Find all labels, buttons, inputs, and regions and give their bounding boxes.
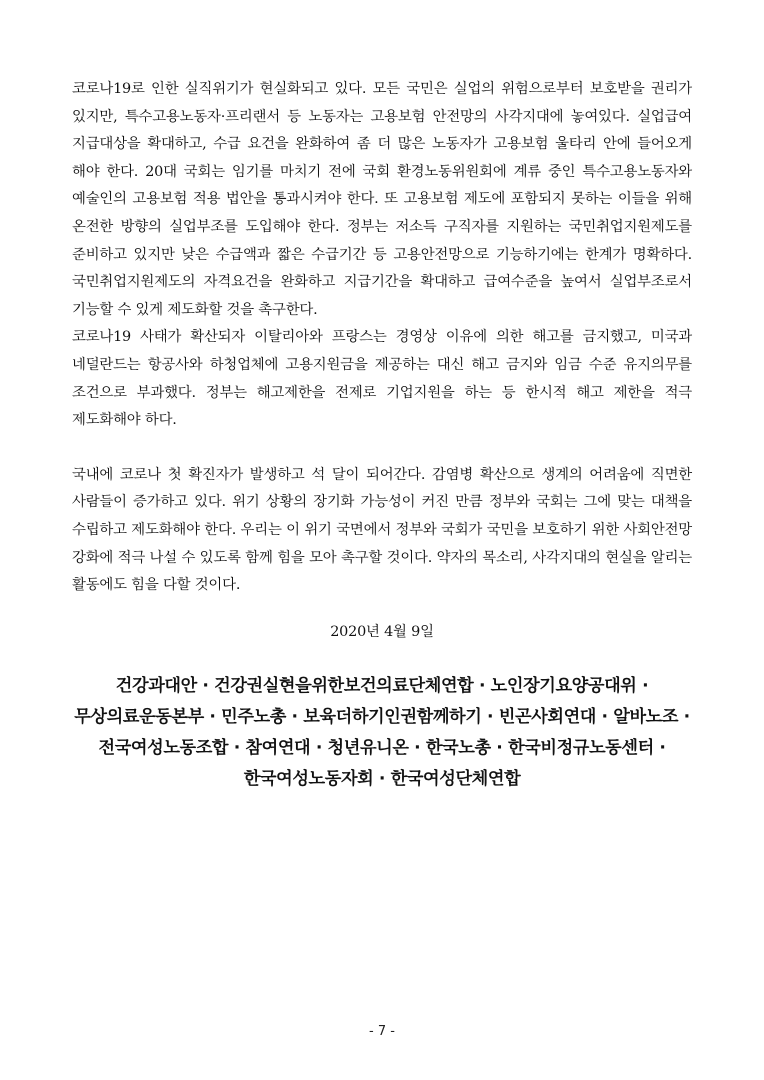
paragraph-dismissal-restriction: 코로나19 사태가 확산되자 이탈리아와 프랑스는 경영상 이유에 의한 해고를 금지했고, 미국과 네덜란드는 항공사와 하청업체에 고용지원금을 제공하는 대신 해고 금지와 임금 수준 유지의무를 조건으로 부과했다. 정부는 해고제한을 전제로 기업지원을 하는 등 한시적 해고 제한을 적극 제도화해야 하다.	[72, 329, 692, 429]
paragraph-closing-statement: 국내에 코로나 첫 확진자가 발생하고 석 달이 되어간다. 감염병 확산으로 생계의 어려움에 직면한 사람들이 증가하고 있다. 위기 상황의 장기화 가능성이 커진 만큼 정부와 국회는 그에 맞는 대책을 수립하고 제도화해야 한다. 우리는 이 위기 국면에서 정부와 국회가 국민을 보호하기 위한 사회안전망 강화에 적극 나설 수 있도록 함께 힘을 모아 촉구할 것이다. 약자의 목소리, 사각지대의 현실을 알리는 활동에도 힘을 다할 것이다.	[72, 466, 692, 594]
document-body	[72, 76, 692, 795]
statement-date: 2020년 4월 9일	[330, 623, 434, 640]
signatory-organizations: 건강과대안 · 건강권실현을위한보건의료단체연합 · 노인장기요양공대위 · 무상의료운동본부 · 민주노총 · 보육더하기인권함께하기 · 빈곤사회연대 · 알바노조 · 전국여성노동조합 · 참여연대 · 청년유니온 · 한국노총 · 한국비정규노동센터 · 한국여성노동자회 · 한국여성단체연합	[74, 675, 690, 789]
paragraph-spacer	[72, 435, 692, 462]
paragraph-unemployment-insurance: 코로나19로 인한 실직위기가 현실화되고 있다. 모든 국민은 실업의 위험으로부터 보호받을 권리가 있지만, 특수고용노동자·프리랜서 등 노동자는 고용보험 안전망의 사각지대에 놓여있다. 실업급여 지급대상을 확대하고, 수급 요건을 완화하여 좀 더 많은 노동자가 고용보험 울타리 안에 들어오게 해야 한다. 20대 국회는 임기를 마치기 전에 국회 환경노동위원회에 계류 중인 특수고용노동자와 예술인의 고용보험 적용 법안을 통과시켜야 한다. 또 고용보험 제도에 포함되지 못하는 이들을 위해 온전한 방향의 실업부조를 도입해야 한다. 정부는 저소득 구직자를 지원하는 국민취업지원제도를 준비하고 있지만 낮은 수급액과 짧은 수급기간 등 고용안전망으로 기능하기에는 한계가 명확하다. 국민취업지원제도의 자격요건을 완화하고 지급기간을 확대하고 급여수준을 높여서 실업부조로서 기능할 수 있게 제도화할 것을 촉구한다.	[72, 81, 692, 318]
page-number: - 7 -	[369, 1024, 395, 1039]
